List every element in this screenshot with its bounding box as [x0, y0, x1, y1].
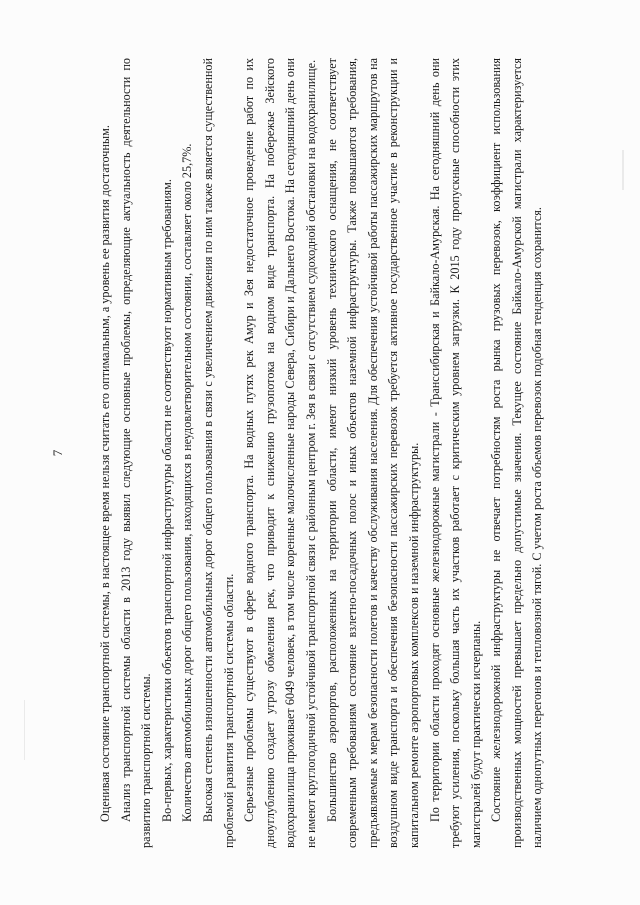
paragraph: Во-первых, характеристики объектов транспортной инфраструктуры области не соответствуют нормативным требованиям.	[159, 179, 174, 822]
rotated-text-block	[95, 58, 555, 848]
scan-mark	[622, 150, 624, 190]
paragraph: Серьезные проблемы существуют в сфере водного транспорта. На водных путях рек Амур и Зея недостаточное проведение работ по их дноуглублению создает угрозу обмеления рек, что приводит к снижению грузопотока на водном виде транспорта. На побережье Зейского водохранилища проживает 6049 человек, в том числе коренные малочисленные народы Севера, Сибири и Дальнего Востока. На сегодняшний день они не имеют круглогодичной устойчивой транспортной связи с районным центром г. Зея в связи с отсутствием судоходной обстановки на водохранилище.	[242, 58, 318, 848]
paragraph: Анализ транспортной системы области в 2013 году выявил следующие основные проблемы, определяющие актуальность деятельности по развитию транспортной системы.	[118, 58, 154, 848]
paragraph: По территории области проходят основные железнодорожные магистрали - Транссибирская и Байкало-Амурская. На сегодняшний день они требуют усиления, поскольку большая часть их участков работает с критическим уровнем загрузки. К 2015 году пропускные способности этих магистралей будут практически исчерпаны.	[427, 58, 483, 848]
scan-mark	[24, 700, 25, 760]
paragraph: Количество автомобильных дорог общего пользования, находящихся в неудовлетворительном состоянии, составляет около 25,7%.	[180, 143, 195, 822]
page-number: 7	[50, 449, 65, 457]
paragraph: Высокая степень изношенности автомобильных дорог общего пользования в связи с увеличением движения по ним также является существенной проблемой развития транспортной системы области.	[200, 58, 236, 848]
paragraph: Состояние железнодорожной инфраструктуры не отвечает потребностям роста рынка грузовых перевозок, коэффициент использования производственных мощностей превышает предельно допустимые значения. Текущее состояние Байкало-Амурской магистрали характеризуется наличием однопутных перегонов и тепловозной тягой. С учетом роста объемов перевозок подобная тенденция сохранится.	[489, 58, 545, 848]
paragraph: Оценивая состояние транспортной системы, в настоящее время нельзя считать его оптимальным, а уровень ее развития достаточным.	[98, 125, 112, 822]
paragraph: Большинство аэропортов, расположенных на территории области, имеют низкий уровень технического оснащения, не соответствует современным требованиям состояние взлетно-посадочных полос и иных объектов наземной инфраструктуры. Также повышаются требования, предъявляемые к мерам безопасности полетов и качеству обслуживания населения. Для обеспечения устойчивой работы пассажирских маршрутов на воздушном виде транспорта и обеспечения безопасности пассажирских перевозок требуется активное государственное участие в реконструкции и капитальном ремонте аэропортовых комплексов и наземной инфраструктуры.	[324, 58, 421, 848]
